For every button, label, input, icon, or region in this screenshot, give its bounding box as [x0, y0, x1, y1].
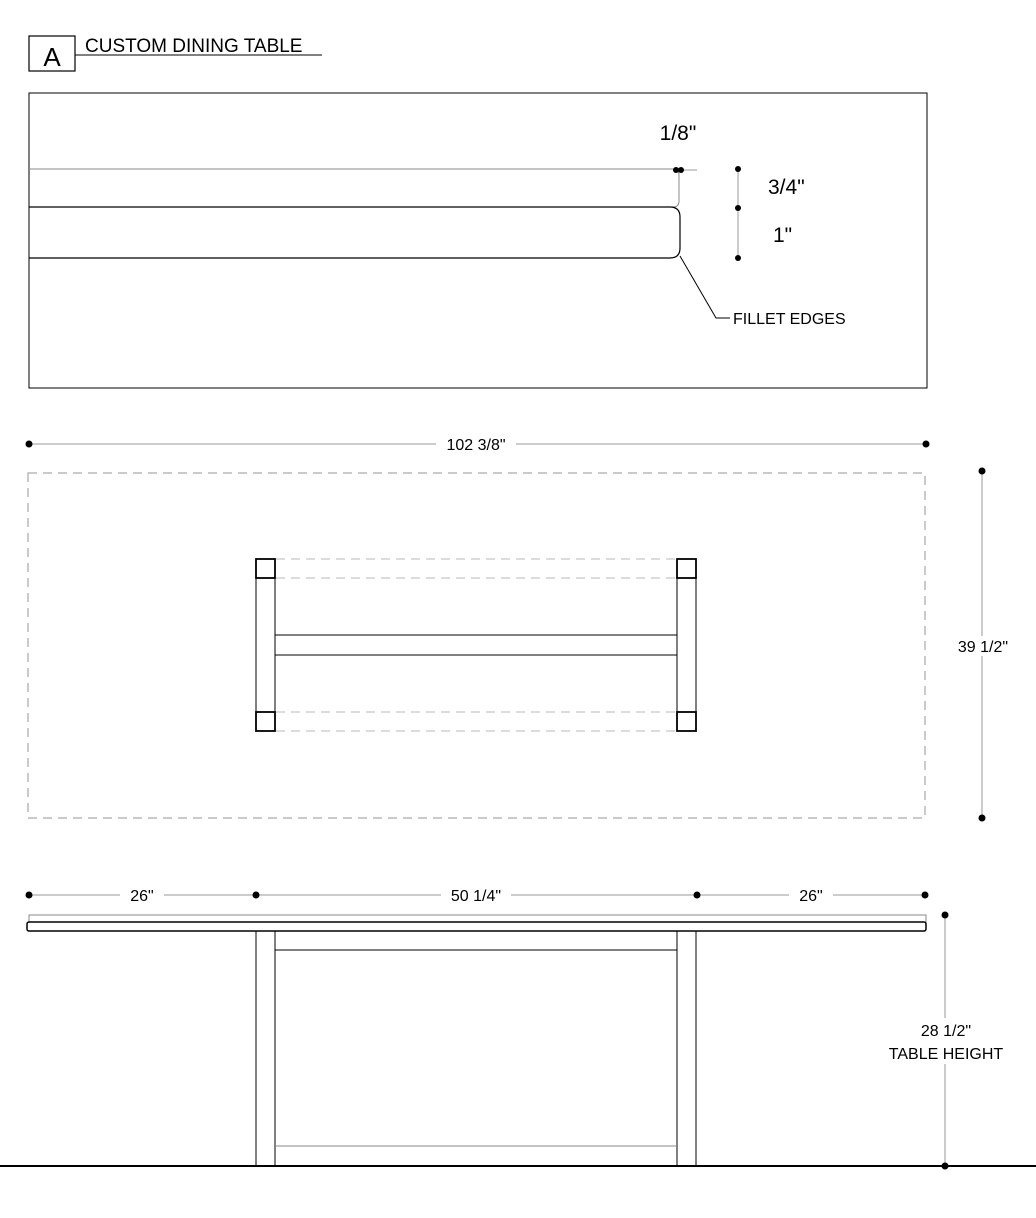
elev-dim-tick — [253, 892, 260, 899]
plan-width-dim-tick — [979, 468, 986, 475]
reveal-dim-tick — [678, 167, 684, 173]
elev-dim-tick — [922, 892, 929, 899]
elev-left-leg — [256, 931, 275, 1166]
thickness-dim-tick — [735, 166, 741, 172]
leg-square — [677, 712, 696, 731]
bottom-layer-profile — [29, 207, 680, 258]
edge-detail — [29, 93, 927, 388]
plan-length-dim-tick — [26, 441, 33, 448]
leg-span-dim-label: 50 1/4" — [450, 888, 502, 905]
edge-detail-frame — [29, 93, 927, 388]
reveal-dim-label: 1/8" — [659, 122, 697, 145]
thickness-dim-tick — [735, 205, 741, 211]
plan-length-dim-tick — [923, 441, 930, 448]
center-stretcher — [275, 635, 677, 655]
overhang-right-dim-label: 26" — [799, 888, 823, 905]
title-text: CUSTOM DINING TABLE — [85, 36, 303, 57]
leg-square — [256, 559, 275, 578]
thickness-dim-tick — [735, 255, 741, 261]
plan-view — [26, 434, 1017, 822]
elev-tabletop-bottom-layer — [27, 922, 926, 931]
title-block — [29, 36, 322, 72]
plan-length-dim-label: 102 3/8" — [446, 437, 506, 454]
bottom-layer-dim-label: 1" — [773, 224, 793, 247]
height-dim-label: 28 1/2" — [920, 1023, 972, 1040]
elevation-view — [0, 885, 1036, 1170]
fillet-leader-line — [680, 256, 730, 318]
left-leg-rail — [256, 578, 275, 712]
plan-width-dim-tick — [979, 815, 986, 822]
height-caption: TABLE HEIGHT — [888, 1046, 1004, 1063]
top-layer-dim-label: 3/4" — [768, 176, 805, 199]
plan-width-dim-label: 39 1/2" — [957, 639, 1009, 656]
height-dim-tick — [942, 912, 949, 919]
title-letter: A — [43, 42, 61, 72]
tabletop-outline — [28, 473, 925, 818]
right-leg-rail — [677, 578, 696, 712]
elev-tabletop-top-layer — [29, 915, 926, 922]
elev-dim-tick — [694, 892, 701, 899]
leg-square — [677, 559, 696, 578]
top-layer-profile — [29, 169, 679, 207]
fillet-callout: FILLET EDGES — [733, 311, 846, 328]
elev-right-leg — [677, 931, 696, 1166]
overhang-left-dim-label: 26" — [130, 888, 154, 905]
elev-dim-tick — [26, 892, 33, 899]
leg-square — [256, 712, 275, 731]
